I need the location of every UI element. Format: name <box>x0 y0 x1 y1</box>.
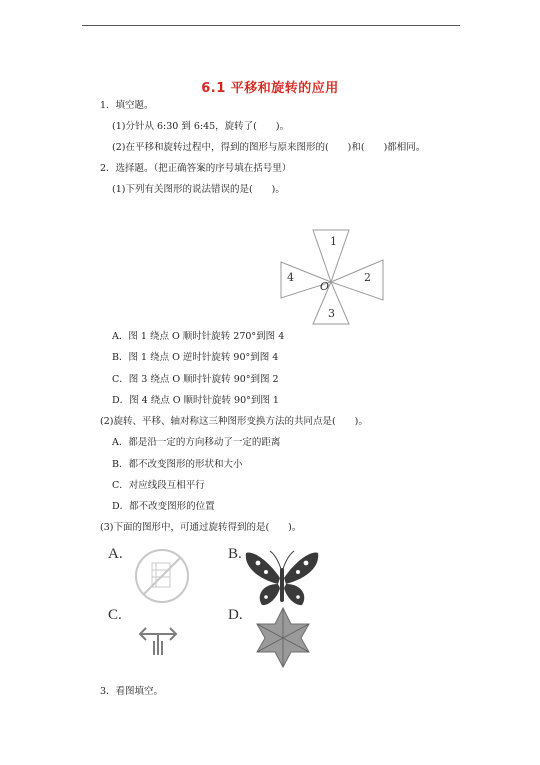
figure-label-1: 1 <box>330 235 337 248</box>
figure-label-3: 3 <box>328 307 335 320</box>
q2-p1-option-b: B．图 1 绕点 O 逆时针旋转 90°到图 4 <box>112 352 279 363</box>
q2-p1-option-a: A．图 1 绕点 O 顺时针旋转 270°到图 4 <box>112 331 285 342</box>
figure-label-4: 4 <box>287 271 294 284</box>
page-title: 6.1 平移和旋转的应用 <box>201 81 339 96</box>
figure-label-2: 2 <box>364 271 371 284</box>
q2-p2-option-c: C．对应线段互相平行 <box>112 480 205 491</box>
q2-p1-option-d: D．图 4 绕点 O 顺时针旋转 90°到图 1 <box>112 395 279 406</box>
figure-center-label: O <box>320 280 330 293</box>
q2-heading: 2．选择题。（把正确答案的序号填在括号里） <box>100 163 292 174</box>
q2-p1-option-c: C．图 3 绕点 O 顺时针旋转 90°到图 2 <box>112 374 279 385</box>
q2-p1-stem: (1)下列有关图形的说法错误的是( )。 <box>112 184 285 195</box>
q1-sub2: (2)在平移和旋转过程中，得到的图形与原来图形的( )和( )都相同。 <box>112 142 426 153</box>
q2-p2-stem: (2)旋转、平移、轴对称这三种图形变换方法的共同点是( )。 <box>100 416 368 427</box>
q3-heading: 3．看图填空。 <box>100 686 164 697</box>
q2-p3-stem: (3)下面的图形中，可通过旋转得到的是( )。 <box>100 522 302 533</box>
picture-label-d: D. <box>228 607 243 623</box>
q1-sub1: (1)分针从 6:30 到 6:45，旋转了( )。 <box>112 121 290 132</box>
q2-p2-option-b: B．都不改变图形的形状和大小 <box>112 459 243 470</box>
q2-p2-option-a: A．都是沿一定的方向移动了一定的距离 <box>112 437 281 448</box>
q1-heading: 1．填空题。 <box>100 100 154 111</box>
picture-label-a: A. <box>108 546 123 562</box>
picture-label-b: B. <box>228 546 242 562</box>
picture-label-c: C. <box>108 607 122 623</box>
q2-p2-option-d: D．都不改变图形的位置 <box>112 501 215 512</box>
